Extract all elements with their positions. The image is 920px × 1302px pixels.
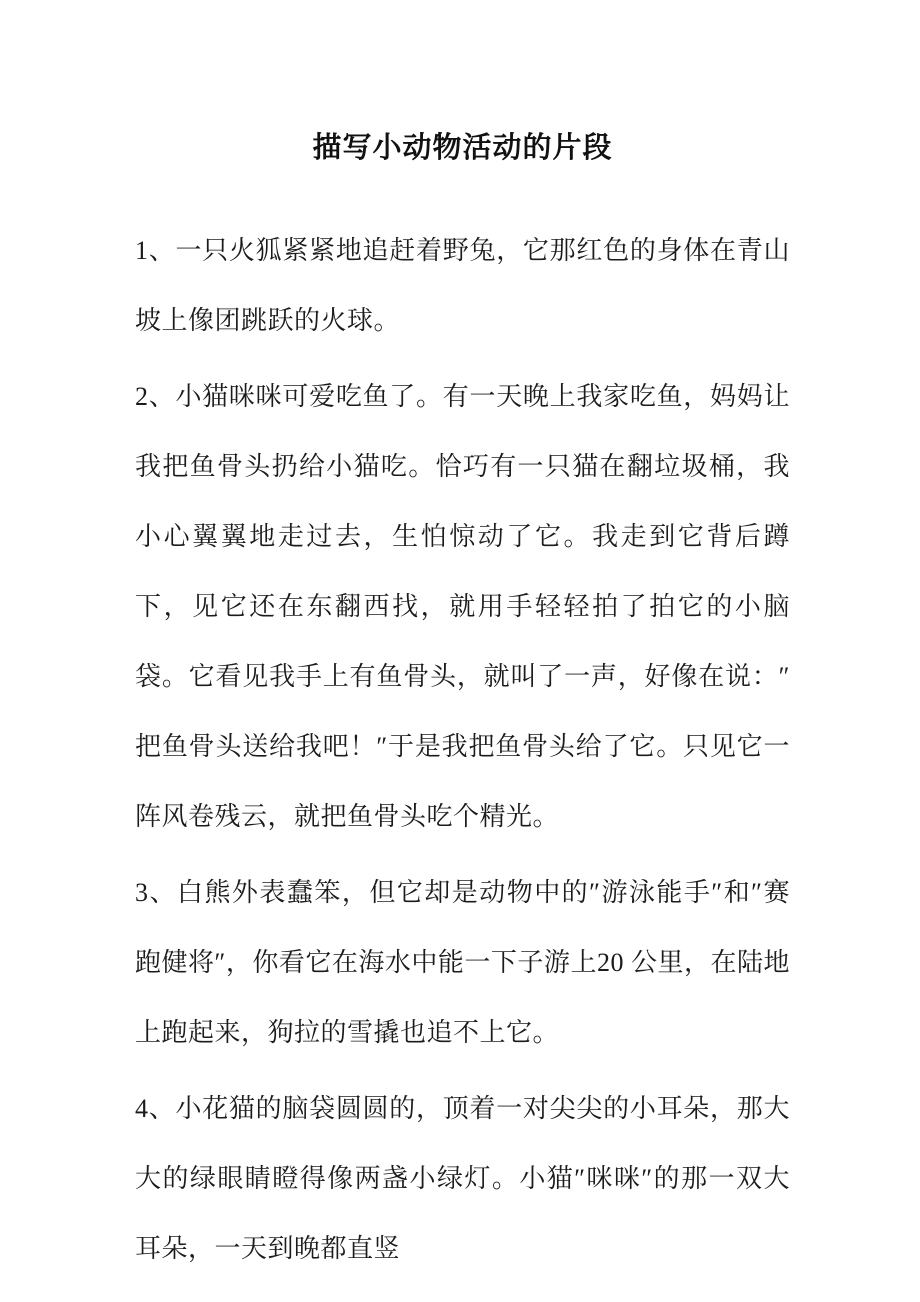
paragraph-3: 3、白熊外表蠢笨，但它却是动物中的″游泳能手″和″赛跑健将″，你看它在海水中能一下子游上20 公里，在陆地上跑起来，狗拉的雪撬也追不上它。 [135,878,790,1047]
document-title: 描写小动物活动的片段 [312,132,613,164]
paragraph-4: 4、小花猫的脑袋圆圆的，顶着一对尖尖的小耳朵，那大大的绿眼睛瞪得像两盏小绿灯。小猫″咪咪″的那一双大耳朵，一天到晚都直竖 [135,1094,790,1263]
paragraph-1: 1、一只火狐紧紧地追赶着野兔，它那红色的身体在青山坡上像团跳跃的火球。 [135,236,790,335]
paragraph-2: 2、小猫咪咪可爱吃鱼了。有一天晚上我家吃鱼，妈妈让我把鱼骨头扔给小猫吃。恰巧有一只猫在翻垃圾桶，我小心翼翼地走过去，生怕惊动了它。我走到它背后蹲下，见它还在东翻西找，就用手轻轻拍了拍它的小脑袋。它看见我手上有鱼骨头，就叫了一声，好像在说：″把鱼骨头送给我吧！″于是我把鱼骨头给了它。只见它一阵风卷残云，就把鱼骨头吃个精光。 [135,382,790,831]
